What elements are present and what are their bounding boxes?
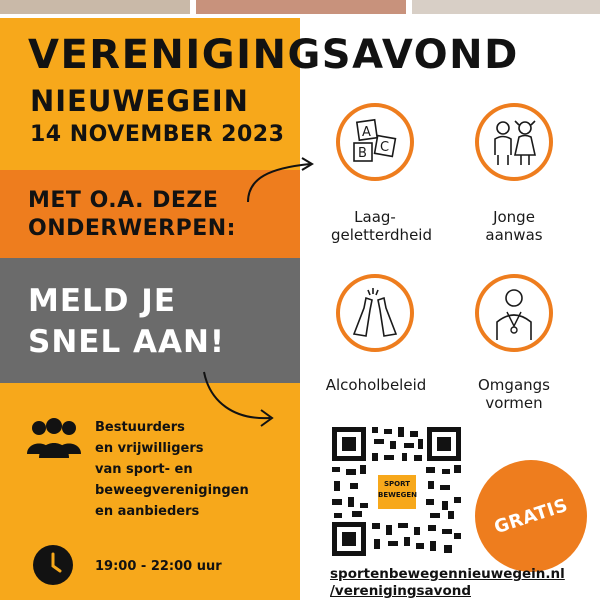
topic-label: Omgangs vormen: [478, 376, 550, 412]
audience-line: en aanbieders: [95, 504, 200, 519]
children-icon: [479, 107, 549, 177]
qr-code[interactable]: [330, 425, 463, 558]
signup-panel: [0, 258, 300, 383]
svg-text:A: A: [362, 125, 371, 140]
topics-heading-line1: MET O.A. DEZE: [28, 188, 219, 213]
topic-icon-circle: [475, 103, 553, 181]
photo-right: [412, 0, 600, 14]
event-location: NIEUWEGEIN: [30, 84, 249, 118]
photo-middle: [196, 0, 406, 14]
photo-left: [0, 0, 190, 14]
topic-label: Laag- geletterdheid: [331, 208, 432, 244]
topic-icon-circle: [336, 103, 414, 181]
qr-logo: SPORT BEWEGEN: [378, 480, 418, 499]
event-date: 14 NOVEMBER 2023: [30, 122, 285, 147]
topic-icon-circle: [336, 274, 414, 352]
bottles-cheers-icon: [340, 278, 410, 348]
topic-label: Jonge aanwas: [485, 208, 543, 244]
curved-arrow-icon: [240, 150, 320, 210]
topic-label: Alcoholbeleid: [325, 376, 427, 394]
group-icon: [25, 418, 83, 460]
svg-text:C: C: [380, 140, 390, 155]
registration-link[interactable]: /verenigingsavond: [330, 583, 471, 599]
audience-line: en vrijwilligers: [95, 441, 204, 456]
abc-blocks-icon: [340, 107, 410, 177]
topic-icon-circle: [475, 274, 553, 352]
event-title: VERENIGINGSAVOND: [28, 32, 519, 78]
topics-heading-line2: ONDERWERPEN:: [28, 216, 236, 241]
event-time: 19:00 - 22:00 uur: [95, 559, 222, 574]
signup-line1: MELD JE: [28, 283, 177, 319]
audience-line: Bestuurders: [95, 420, 185, 435]
audience-line: van sport- en: [95, 462, 193, 477]
free-badge-label: GRATIS: [491, 494, 571, 538]
coach-whistle-icon: [479, 278, 549, 348]
svg-text:B: B: [358, 146, 367, 161]
photo-strip: [0, 0, 600, 18]
clock-icon: [32, 544, 74, 586]
signup-line2: SNEL AAN!: [28, 324, 226, 360]
audience-line: beweegverenigingen: [95, 483, 249, 498]
curved-arrow-icon: [198, 368, 280, 434]
registration-link[interactable]: sportenbewegennieuwegein.nl: [330, 566, 565, 582]
